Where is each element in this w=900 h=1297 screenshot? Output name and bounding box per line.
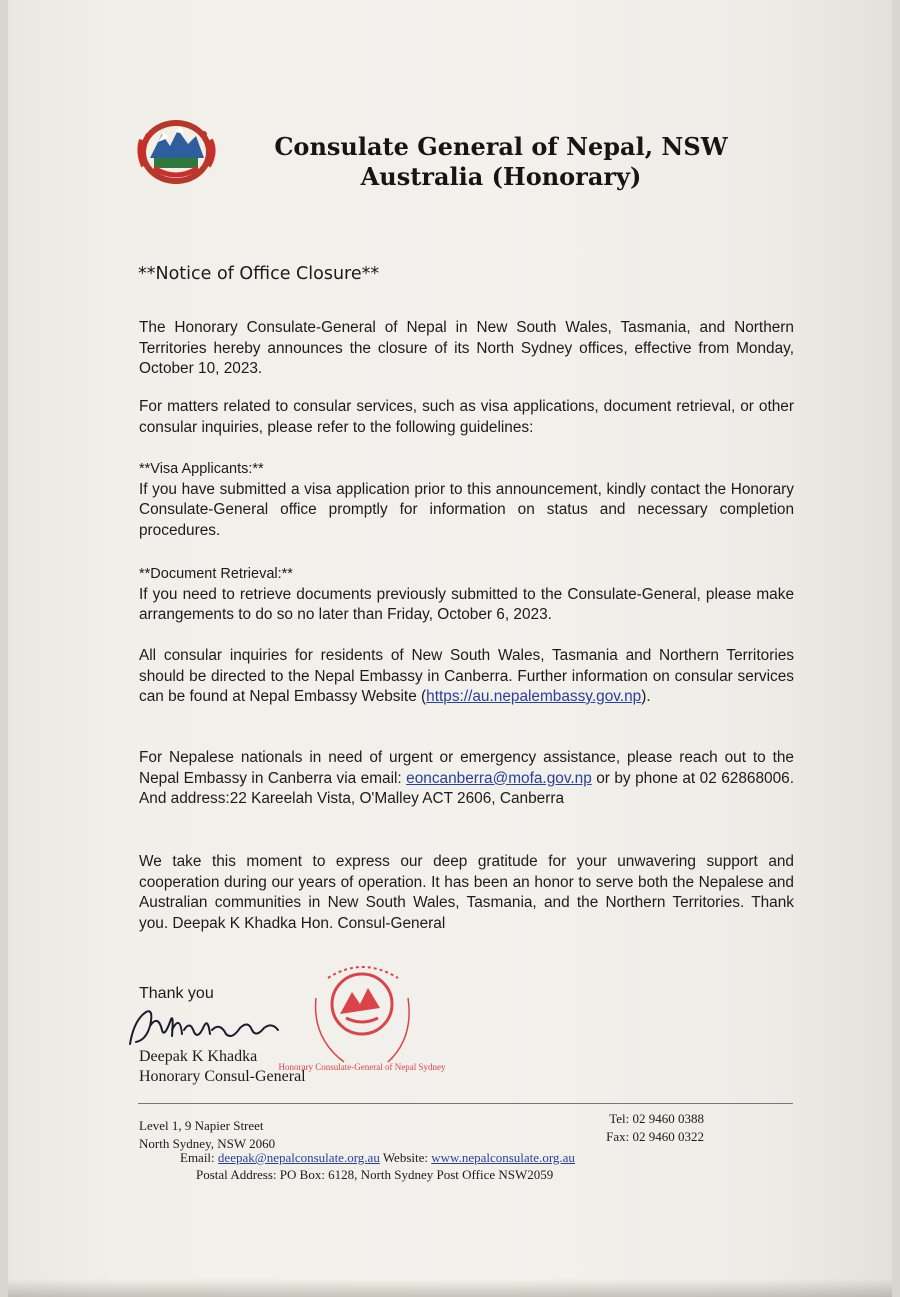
visa-heading: **Visa Applicants:** [139,461,264,477]
footer-fax: Fax: 02 9460 0322 [606,1129,704,1144]
page-edge-shadow [8,1279,892,1297]
letterhead-title [236,132,766,192]
nepal-emblem-logo [134,112,230,190]
footer-address [139,1117,275,1153]
consulate-seal-stamp [278,958,446,1078]
embassy-website-link[interactable]: https://au.nepalembassy.gov.np [426,688,642,705]
letter-page [8,0,892,1297]
embassy-info-end: ). [641,688,651,705]
footer-website-label: Website: [379,1150,432,1165]
footer-phone [586,1110,704,1146]
title-line-2: Australia (Honorary) [360,162,642,191]
signer-name: Deepak K Khadka [139,1048,258,1065]
emergency-text-2: or by phone at 02 62868006. And address:22 Kareelah Vista, O'Malley ACT 2606, Canberra [139,769,794,807]
footer-address-line-1: Level 1, 9 Napier Street [139,1118,264,1133]
signer-role: Honorary Consul-General [139,1068,306,1085]
footer-email-label: Email: [180,1150,218,1165]
seal-text: Honorary Consulate-General of Nepal Sydney [278,1062,446,1072]
paragraph-embassy-info [139,646,794,708]
footer-website-link[interactable]: www.nepalconsulate.org.au [431,1150,575,1165]
paragraph-guidelines: For matters related to consular services, such as visa applications, document retrieval, or other consular inquiries, please refer to the following guidelines: [139,398,794,436]
footer-contact-line [180,1150,575,1166]
section-document-retrieval [139,564,794,626]
notice-title: **Notice of Office Closure** [138,264,380,284]
document-text: If you need to retrieve documents previously submitted to the Consulate-General, please make arrangements to do so no later than Friday, October 6, 2023. [139,585,794,623]
handwritten-signature [124,1000,284,1050]
footer-email-link[interactable]: deepak@nepalconsulate.org.au [217,1150,380,1165]
document-heading: **Document Retrieval:** [139,566,293,582]
paragraph-emergency [139,748,794,810]
footer-address-line-2: North Sydney, NSW 2060 [139,1136,276,1151]
section-visa-applicants [139,459,794,541]
footer-postal-address: Postal Address: PO Box: 6128, North Sydney Post Office NSW2059 [196,1167,554,1182]
letterhead [134,112,774,192]
paragraph-gratitude: We take this moment to express our deep gratitude for your unwavering support and cooperation during our years of operation. It has been an honor to serve both the Nepalese and Australian communities in New South Wales, Tasmania, and the Northern Territories. Thank you. Deepak K Khadka Hon. Consul-General [139,853,794,932]
thank-you-text: Thank you [139,985,214,1002]
emergency-text-1: For Nepalese nationals in need of urgent or emergency assistance, please reach out to the Nepal Embassy in Canberra via email: [139,749,794,787]
footer-divider [138,1103,793,1104]
embassy-email-link[interactable]: eoncanberra@mofa.gov.np [406,769,592,787]
title-line-1: Consulate General of Nepal, NSW [274,132,728,161]
visa-text: If you have submitted a visa application prior to this announcement, kindly contact the Honorary Consulate-General office promptly for information on status and necessary completion procedures. [139,480,794,539]
paragraph-closure: The Honorary Consulate-General of Nepal in New South Wales, Tasmania, and Northern Territories hereby announces the closure of its North Sydney offices, effective from Monday, October 10, 2023. [139,319,794,377]
footer-tel: Tel: 02 9460 0388 [609,1111,704,1126]
embassy-info-text: All consular inquiries for residents of New South Wales, Tasmania and Northern Territories should be directed to the Nepal Embassy in Canberra. Further information on consular services can be found at Nepal Embassy Website ( [139,647,794,705]
